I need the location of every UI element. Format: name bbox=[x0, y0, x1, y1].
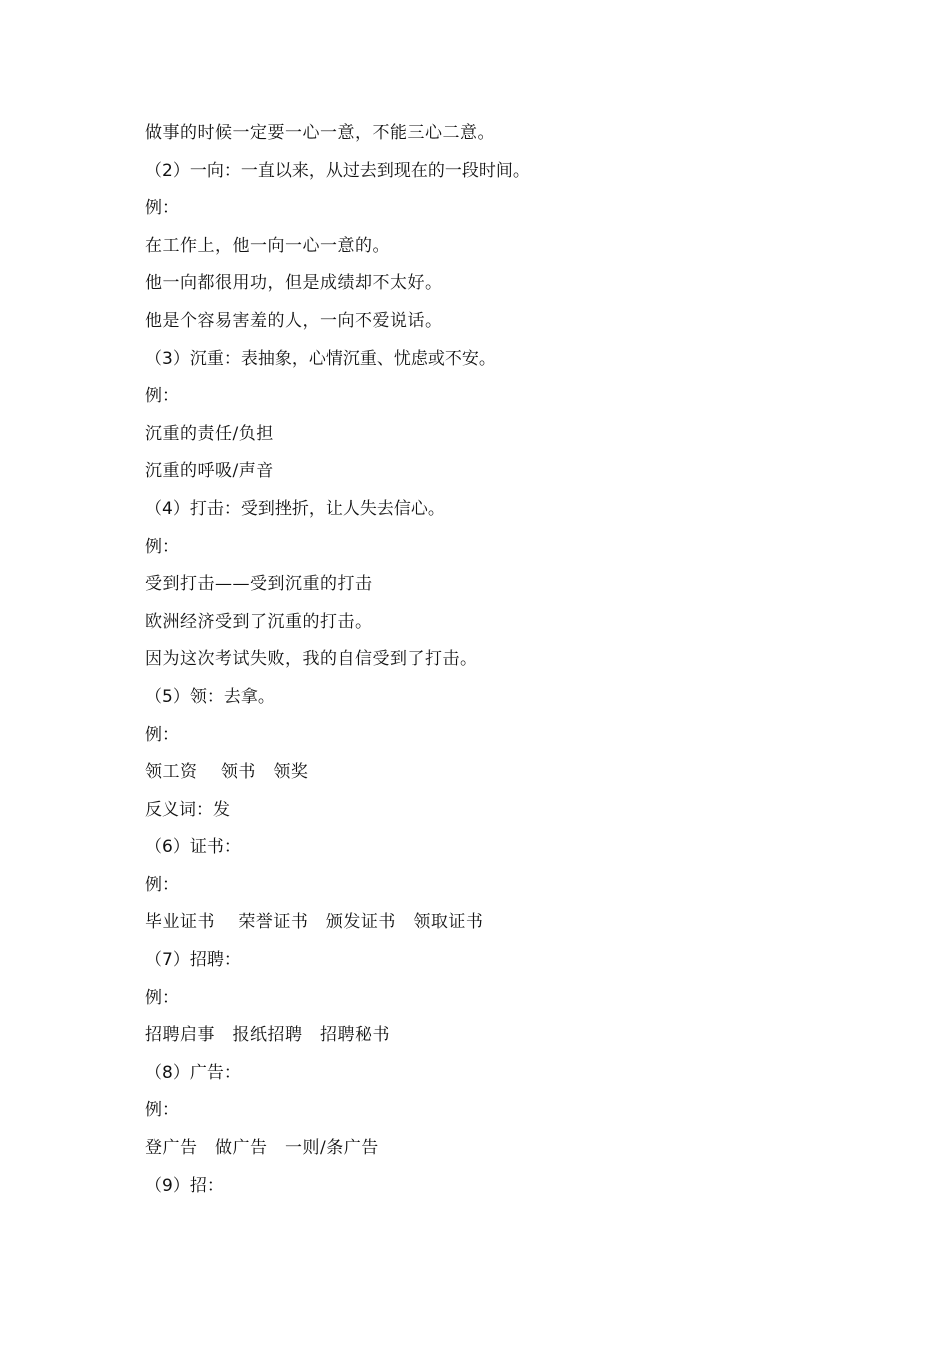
vocab-heading-daji: （4）打击：受到挫折，让人失去信心。 bbox=[145, 498, 445, 519]
example-label: 例： bbox=[145, 386, 179, 407]
vocab-heading-guanggao: （8）广告： bbox=[145, 1062, 241, 1083]
vocab-heading-zhao: （9）招： bbox=[145, 1175, 224, 1196]
example-phrase: 招聘启事 报纸招聘 招聘秘书 bbox=[145, 1025, 390, 1046]
example-sentence: 做事的时候一定要一心一意，不能三心二意。 bbox=[145, 123, 495, 143]
example-label: 例： bbox=[145, 536, 179, 557]
example-phrase: 沉重的呼吸/声音 bbox=[145, 461, 274, 482]
example-label: 例： bbox=[145, 1100, 179, 1121]
example-sentence: 欧洲经济受到了沉重的打击。 bbox=[145, 611, 373, 632]
example-sentence: 他是个容易害羞的人，一向不爱说话。 bbox=[145, 310, 443, 331]
vocab-heading-ling: （5）领：去拿。 bbox=[145, 686, 275, 707]
example-sentence: 因为这次考试失败，我的自信受到了打击。 bbox=[145, 649, 478, 670]
vocab-heading-yixiang: （2）一向：一直以来，从过去到现在的一段时间。 bbox=[145, 160, 530, 181]
example-phrase: 领工资 领书 领奖 bbox=[145, 762, 309, 783]
example-label: 例： bbox=[145, 724, 179, 745]
example-phrase: 登广告 做广告 一则/条广告 bbox=[145, 1138, 379, 1159]
example-label: 例： bbox=[145, 198, 179, 219]
example-phrase: 受到打击——受到沉重的打击 bbox=[145, 574, 373, 595]
example-label: 例： bbox=[145, 874, 179, 895]
example-phrase: 毕业证书 荣誉证书 颁发证书 领取证书 bbox=[145, 912, 484, 933]
example-sentence: 他一向都很用功，但是成绩却不太好。 bbox=[145, 273, 443, 294]
vocab-heading-chenzhong: （3）沉重：表抽象，心情沉重、忧虑或不安。 bbox=[145, 348, 496, 369]
example-sentence: 在工作上，他一向一心一意的。 bbox=[145, 235, 390, 256]
antonym-line: 反义词：发 bbox=[145, 799, 230, 820]
example-phrase: 沉重的责任/负担 bbox=[145, 423, 274, 444]
example-label: 例： bbox=[145, 987, 179, 1008]
document-body bbox=[145, 115, 845, 1205]
vocab-heading-zhengshu: （6）证书： bbox=[145, 837, 241, 858]
vocab-heading-zhaopin: （7）招聘： bbox=[145, 950, 241, 971]
